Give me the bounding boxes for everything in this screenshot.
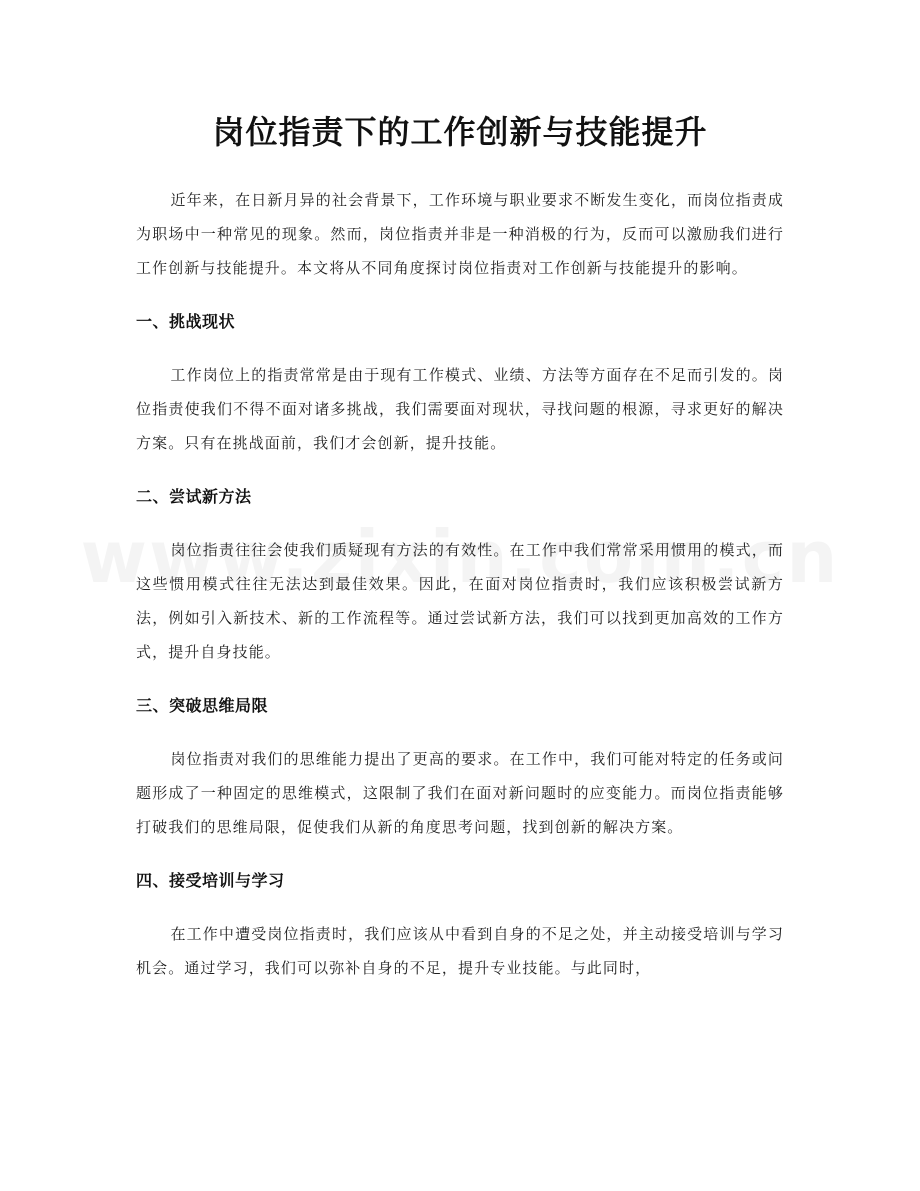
section-challenge: [136, 308, 784, 460]
section-paragraph: 岗位指责往往会使我们质疑现有方法的有效性。在工作中我们常常采用惯用的模式，而这些惯用模式往往无法达到最佳效果。因此，在面对岗位指责时，我们应该积极尝试新方法，例如引入新技术、新的工作流程等。通过尝试新方法，我们可以找到更加高效的工作方式，提升自身技能。: [136, 541, 784, 661]
section-paragraph: 在工作中遭受岗位指责时，我们应该从中看到自身的不足之处，并主动接受培训与学习机会。通过学习，我们可以弥补自身的不足，提升专业技能。与此同时，: [136, 925, 784, 977]
intro-paragraph: 近年来，在日新月异的社会背景下，工作环境与职业要求不断发生变化，而岗位指责成为职场中一种常见的现象。然而，岗位指责并非是一种消极的行为，反而可以激励我们进行工作创新与技能提升。本文将从不同角度探讨岗位指责对工作创新与技能提升的影响。: [136, 191, 784, 277]
section-break-thinking: [136, 692, 784, 844]
document-title: 岗位指责下的工作创新与技能提升: [212, 113, 708, 151]
document-body: [136, 183, 784, 985]
section-heading: 二、尝试新方法: [136, 487, 252, 506]
section-training: [136, 867, 784, 985]
section-heading: 三、突破思维局限: [136, 696, 269, 715]
section-paragraph: 工作岗位上的指责常常是由于现有工作模式、业绩、方法等方面存在不足而引发的。岗位指责使我们不得不面对诸多挑战，我们需要面对现状，寻找问题的根源，寻求更好的解决方案。只有在挑战面前，我们才会创新，提升技能。: [136, 366, 784, 452]
section-new-methods: [136, 483, 784, 669]
section-paragraph: 岗位指责对我们的思维能力提出了更高的要求。在工作中，我们可能对特定的任务或问题形成了一种固定的思维模式，这限制了我们在面对新问题时的应变能力。而岗位指责能够打破我们的思维局限，促使我们从新的角度思考问题，找到创新的解决方案。: [136, 750, 784, 836]
section-heading: 四、接受培训与学习: [136, 871, 285, 890]
section-heading: 一、挑战现状: [136, 312, 236, 331]
